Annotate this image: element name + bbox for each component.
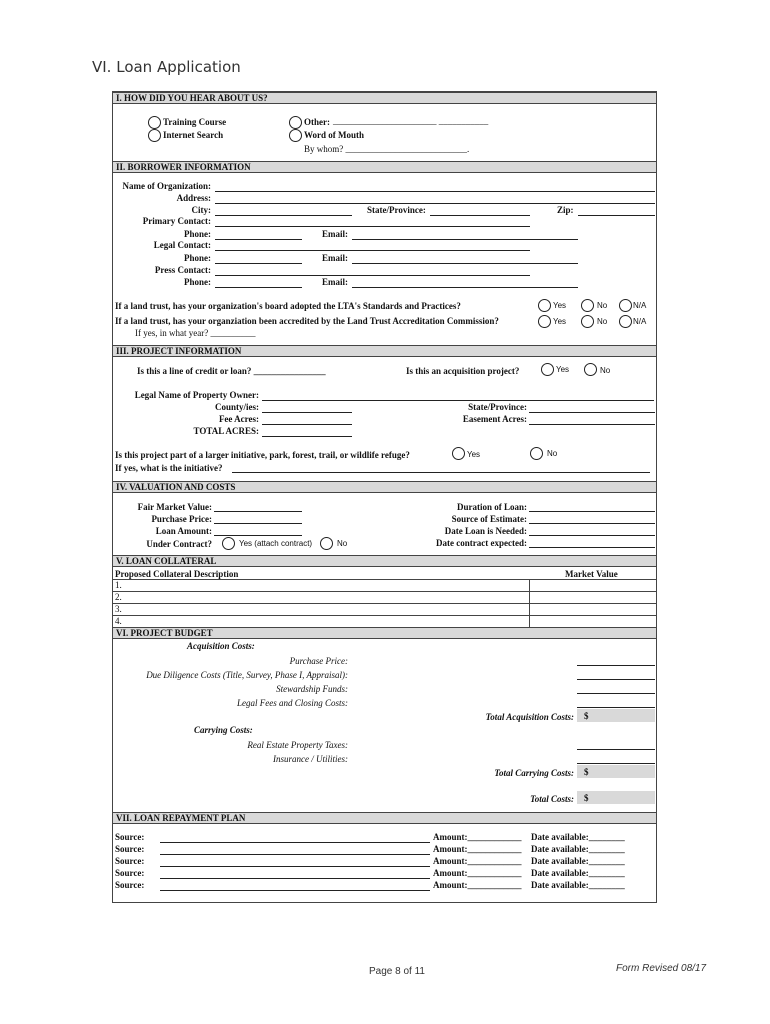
total-acquisition-dollar: $ xyxy=(584,711,589,721)
legal-contact-label: Legal Contact: xyxy=(153,240,211,250)
repayment-source-input[interactable] xyxy=(160,880,430,891)
phone3-label: Phone: xyxy=(184,277,211,287)
address-input[interactable] xyxy=(215,193,655,204)
org-name-input[interactable] xyxy=(215,181,655,192)
org-name-label: Name of Organization: xyxy=(122,181,211,191)
primary-contact-label: Primary Contact: xyxy=(142,216,211,226)
section-header-collateral: V. LOAN COLLATERAL xyxy=(113,555,656,567)
initiative-no-label: No xyxy=(547,449,558,458)
initiative-name-label: If yes, what is the initiative? xyxy=(115,463,223,473)
accreditation-year-field[interactable]: If yes, in what year? __________ xyxy=(135,328,256,338)
email3-label: Email: xyxy=(322,277,348,287)
repayment-date-field[interactable]: Date available:________ xyxy=(531,868,625,878)
under-contract-label: Under Contract? xyxy=(146,539,212,549)
contract-no-label: No xyxy=(337,539,348,548)
collateral-value-header: Market Value xyxy=(565,569,618,579)
county-label: County/ies: xyxy=(214,402,259,412)
acquisition-no-label: No xyxy=(600,366,611,375)
purchase-price-label: Purchase Price: xyxy=(151,514,212,524)
project-state-input[interactable] xyxy=(529,402,655,413)
training-course-radio[interactable] xyxy=(148,116,161,129)
repayment-source-input[interactable] xyxy=(160,868,430,879)
other-label: Other: xyxy=(304,117,330,127)
fee-acres-label: Fee Acres: xyxy=(218,414,259,424)
total-carrying-dollar: $ xyxy=(584,767,589,777)
total-acres-input[interactable] xyxy=(262,426,352,437)
collateral-row-number: 2. xyxy=(115,592,122,602)
total-carrying-label: Total Carrying Costs: xyxy=(494,768,574,778)
accreditation-no-radio[interactable] xyxy=(581,315,594,328)
repayment-date-field[interactable]: Date available:________ xyxy=(531,832,625,842)
acquisition-yes-label: Yes xyxy=(556,365,570,374)
legal-fees-input[interactable] xyxy=(577,697,655,708)
email1-input[interactable] xyxy=(352,229,578,240)
by-whom-field[interactable]: By whom? ___________________________. xyxy=(304,144,470,154)
city-input[interactable] xyxy=(215,205,352,216)
address-label: Address: xyxy=(176,193,211,203)
form-revision: Form Revised 08/17 xyxy=(616,963,707,974)
zip-label: Zip: xyxy=(557,205,574,215)
due-diligence-input[interactable] xyxy=(577,669,655,680)
section-header-budget: VI. PROJECT BUDGET xyxy=(113,627,656,639)
fmv-label: Fair Market Value: xyxy=(137,502,212,512)
repayment-amount-field[interactable]: Amount:____________ xyxy=(433,856,522,866)
date-contract-label: Date contract expected: xyxy=(436,538,527,548)
acquisition-yes-radio[interactable] xyxy=(541,363,554,376)
date-contract-input[interactable] xyxy=(529,537,655,548)
collateral-row-number: 1. xyxy=(115,580,122,590)
owner-label: Legal Name of Property Owner: xyxy=(134,390,259,400)
duration-input[interactable] xyxy=(529,501,655,512)
county-input[interactable] xyxy=(262,402,352,413)
fee-acres-input[interactable] xyxy=(262,414,352,425)
repayment-date-field[interactable]: Date available:________ xyxy=(531,856,625,866)
collateral-desc-header: Proposed Collateral Description xyxy=(115,569,239,579)
collateral-row-divider xyxy=(113,591,656,592)
property-taxes-label: Real Estate Property Taxes: xyxy=(247,740,348,750)
collateral-row-divider xyxy=(113,603,656,604)
section-header-valuation: IV. VALUATION AND COSTS xyxy=(113,481,656,493)
estimate-source-input[interactable] xyxy=(529,513,655,524)
repayment-amount-field[interactable]: Amount:____________ xyxy=(433,880,522,890)
repayment-source-input[interactable] xyxy=(160,856,430,867)
collateral-row-divider xyxy=(113,615,656,616)
collateral-row-number: 3. xyxy=(115,604,122,614)
repayment-source-input[interactable] xyxy=(160,844,430,855)
total-costs-label: Total Costs: xyxy=(530,794,574,804)
accreditation-na-radio[interactable] xyxy=(619,315,632,328)
contract-yes-radio[interactable] xyxy=(222,537,235,550)
easement-acres-label: Easement Acres: xyxy=(462,414,527,424)
lta-standards-no-label: No xyxy=(597,301,608,310)
estimate-source-label: Source of Estimate: xyxy=(451,514,527,524)
loan-amount-input[interactable] xyxy=(214,525,302,536)
budget-purchase-label: Purchase Price: xyxy=(289,656,348,666)
press-contact-input[interactable] xyxy=(215,265,530,276)
duration-label: Duration of Loan: xyxy=(456,502,527,512)
acquisition-question: Is this an acquisition project? xyxy=(406,366,520,376)
total-costs-dollar: $ xyxy=(584,793,589,803)
page-title: VI. Loan Application xyxy=(92,58,241,76)
accreditation-no-label: No xyxy=(597,317,608,326)
total-acquisition-label: Total Acquisition Costs: xyxy=(485,712,574,722)
accreditation-yes-radio[interactable] xyxy=(538,315,551,328)
legal-contact-input[interactable] xyxy=(215,240,530,251)
other-radio[interactable] xyxy=(289,116,302,129)
initiative-name-input[interactable] xyxy=(232,462,650,473)
section-header-project-info: III. PROJECT INFORMATION xyxy=(113,345,656,357)
internet-search-label: Internet Search xyxy=(163,130,224,140)
email2-label: Email: xyxy=(322,253,348,263)
accreditation-na-label: N/A xyxy=(633,317,647,326)
date-needed-label: Date Loan is Needed: xyxy=(444,526,527,536)
word-of-mouth-radio[interactable] xyxy=(289,129,302,142)
section-header-repayment: VII. LOAN REPAYMENT PLAN xyxy=(113,812,656,824)
collateral-row-divider xyxy=(113,579,656,580)
repayment-source-input[interactable] xyxy=(160,832,430,843)
phone1-label: Phone: xyxy=(184,229,211,239)
due-diligence-label: Due Diligence Costs (Title, Survey, Phase I, Appraisal): xyxy=(146,670,348,680)
collateral-row-number: 4. xyxy=(115,616,122,626)
repayment-source-label: Source: xyxy=(115,832,145,842)
property-taxes-input[interactable] xyxy=(577,739,655,750)
contract-no-radio[interactable] xyxy=(320,537,333,550)
primary-contact-input[interactable] xyxy=(215,216,530,227)
phone3-input[interactable] xyxy=(215,277,302,288)
insurance-label: Insurance / Utilities: xyxy=(273,754,348,764)
lta-standards-na-radio[interactable] xyxy=(619,299,632,312)
stewardship-label: Stewardship Funds: xyxy=(276,684,348,694)
purchase-price-input[interactable] xyxy=(214,513,302,524)
training-course-label: Training Course xyxy=(163,117,227,127)
initiative-no-radio[interactable] xyxy=(530,447,543,460)
internet-search-radio[interactable] xyxy=(148,129,161,142)
stewardship-input[interactable] xyxy=(577,683,655,694)
lta-standards-yes-label: Yes xyxy=(553,301,567,310)
easement-acres-input[interactable] xyxy=(529,414,655,425)
legal-fees-label: Legal Fees and Closing Costs: xyxy=(236,698,348,708)
phone2-input[interactable] xyxy=(215,253,302,264)
lta-standards-question: If a land trust, has your organization's board adopted the LTA's Standards and Practices? xyxy=(115,301,461,311)
contract-yes-label: Yes (attach contract) xyxy=(239,539,313,548)
credit-or-loan-field[interactable]: Is this a line of credit or loan? ________________ xyxy=(137,366,326,376)
project-state-label: State/Province: xyxy=(468,402,527,412)
total-acres-label: TOTAL ACRES: xyxy=(193,426,259,436)
accreditation-question: If a land trust, has your organziation been accredited by the Land Trust Accreditation Commission? xyxy=(115,316,499,326)
press-contact-label: Press Contact: xyxy=(154,265,211,275)
email3-input[interactable] xyxy=(352,277,578,288)
city-label: City: xyxy=(191,205,211,215)
owner-input[interactable] xyxy=(262,390,654,401)
phone2-label: Phone: xyxy=(184,253,211,263)
repayment-amount-field[interactable]: Amount:____________ xyxy=(433,844,522,854)
date-needed-input[interactable] xyxy=(529,525,655,536)
carrying-costs-heading: Carrying Costs: xyxy=(194,725,253,735)
collateral-column-divider xyxy=(529,580,530,627)
fmv-input[interactable] xyxy=(214,501,302,512)
state-input[interactable] xyxy=(430,205,530,216)
lta-standards-yes-radio[interactable] xyxy=(538,299,551,312)
word-of-mouth-label: Word of Mouth xyxy=(304,130,365,140)
insurance-input[interactable] xyxy=(577,753,655,764)
repayment-source-label: Source: xyxy=(115,880,145,890)
repayment-source-label: Source: xyxy=(115,856,145,866)
section-header-borrower-info: II. BORROWER INFORMATION xyxy=(113,161,656,173)
phone1-input[interactable] xyxy=(215,229,302,240)
email1-label: Email: xyxy=(322,229,348,239)
email2-input[interactable] xyxy=(352,253,578,264)
initiative-yes-radio[interactable] xyxy=(452,447,465,460)
initiative-question: Is this project part of a larger initiative, park, forest, trail, or wildlife refuge? xyxy=(115,450,410,460)
repayment-amount-field[interactable]: Amount:____________ xyxy=(433,832,522,842)
other-input-line[interactable]: _______________________ ___________ xyxy=(333,116,489,126)
budget-purchase-input[interactable] xyxy=(577,655,655,666)
acquisition-no-radio[interactable] xyxy=(584,363,597,376)
acquisition-costs-heading: Acquisition Costs: xyxy=(187,641,255,651)
lta-standards-na-label: N/A xyxy=(633,301,647,310)
repayment-date-field[interactable]: Date available:________ xyxy=(531,844,625,854)
repayment-date-field[interactable]: Date available:________ xyxy=(531,880,625,890)
accreditation-yes-label: Yes xyxy=(553,317,567,326)
state-label: State/Province: xyxy=(367,205,426,215)
repayment-source-label: Source: xyxy=(115,868,145,878)
page-number: Page 8 of 11 xyxy=(369,966,425,977)
section-header-how-did-you-hear: I. HOW DID YOU HEAR ABOUT US? xyxy=(113,92,656,104)
repayment-amount-field[interactable]: Amount:____________ xyxy=(433,868,522,878)
lta-standards-no-radio[interactable] xyxy=(581,299,594,312)
initiative-yes-label: Yes xyxy=(467,450,481,459)
zip-input[interactable] xyxy=(578,205,655,216)
repayment-source-label: Source: xyxy=(115,844,145,854)
loan-amount-label: Loan Amount: xyxy=(155,526,212,536)
